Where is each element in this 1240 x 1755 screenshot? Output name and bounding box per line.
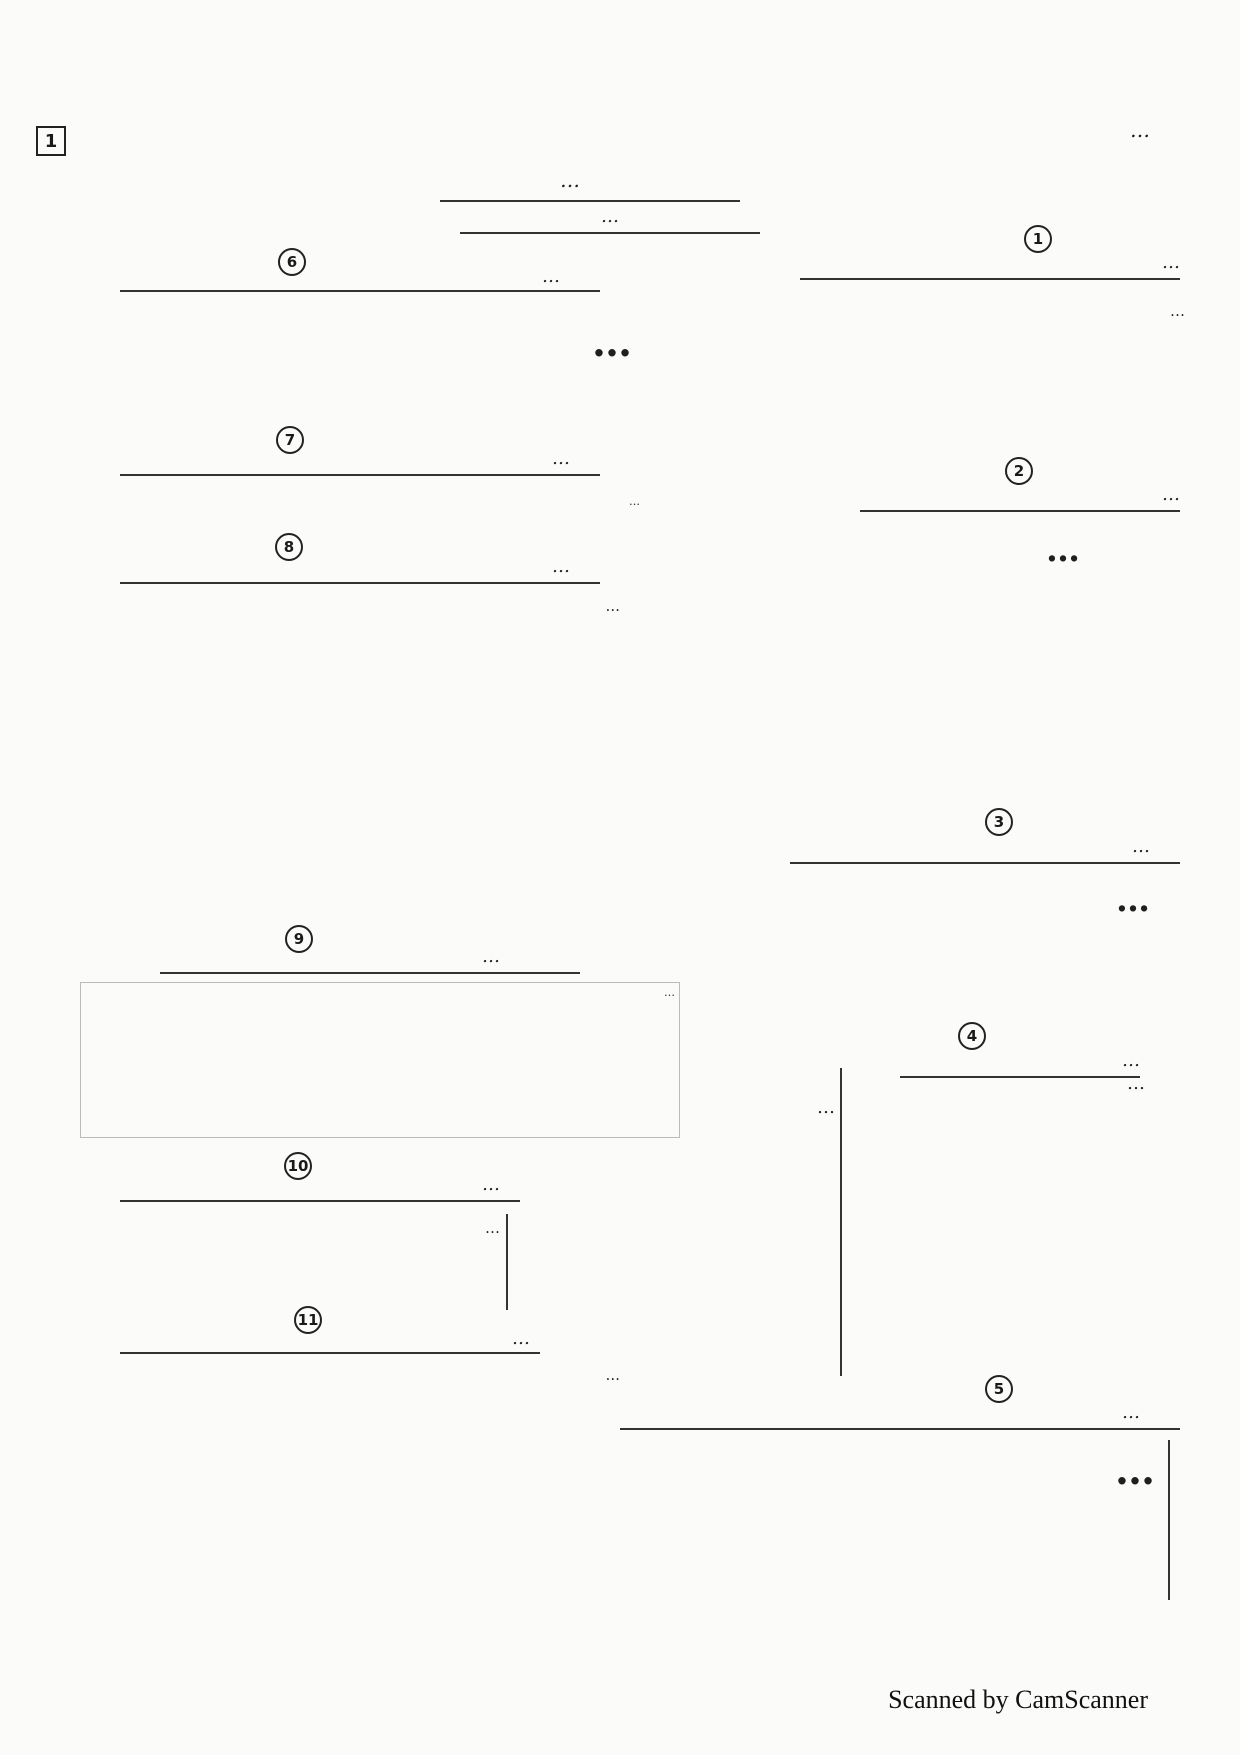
heading-rule	[120, 290, 600, 292]
heading-rule	[160, 972, 580, 974]
middle-column-text: …	[817, 1097, 835, 1118]
section-number: 11	[294, 1306, 322, 1334]
heading-rule	[120, 1200, 520, 1202]
column-divider	[840, 1068, 842, 1376]
section-heading: …	[482, 946, 500, 967]
section-text: …	[1115, 1447, 1155, 1494]
section-heading: …	[512, 1328, 530, 1349]
section-number: 10	[284, 1152, 312, 1180]
section-number: 3	[985, 808, 1013, 836]
header-author: …	[601, 206, 619, 227]
section-text: …	[200, 1214, 508, 1310]
scanner-watermark: Scanned by CamScanner	[888, 1685, 1148, 1714]
heading-rule	[120, 474, 600, 476]
heading-rule	[860, 510, 1180, 512]
heading-rule	[120, 582, 600, 584]
section-heading: …	[1122, 1050, 1140, 1071]
section-number: 2	[1005, 457, 1033, 485]
header-title: …	[560, 168, 580, 192]
section-heading: …	[1132, 836, 1150, 857]
header-underline-2	[460, 232, 760, 234]
heading-rule	[620, 1428, 1180, 1430]
section-number: 8	[275, 533, 303, 561]
section-number: 1	[1024, 225, 1052, 253]
header-underline	[440, 200, 740, 202]
corner-mark: …	[1130, 118, 1150, 142]
section-number: 4	[958, 1022, 986, 1050]
section-number: 7	[276, 426, 304, 454]
heading-rule	[790, 862, 1180, 864]
section-heading: …	[1162, 484, 1180, 505]
section-number: 6	[278, 248, 306, 276]
section-heading: …	[1122, 1402, 1140, 1423]
heading-rule	[120, 1352, 540, 1354]
section-text: …	[605, 1368, 620, 1384]
section-text: …	[1127, 1073, 1145, 1094]
section-heading: …	[542, 266, 560, 287]
section-text: …	[1046, 530, 1080, 570]
section-heading: …	[1162, 252, 1180, 273]
section-text: …	[1116, 880, 1150, 920]
margin-line	[1168, 1440, 1170, 1600]
heading-rule	[800, 278, 1180, 280]
section-text: …	[592, 319, 632, 366]
section-heading: …	[482, 1174, 500, 1195]
section-text: …	[629, 495, 640, 508]
section-text: …	[80, 982, 680, 1138]
section-heading: …	[552, 448, 570, 469]
section-number: 9	[285, 925, 313, 953]
section-text: …	[605, 599, 620, 615]
page-number: 1	[36, 126, 66, 156]
section-heading: …	[552, 556, 570, 577]
section-number: 5	[985, 1375, 1013, 1403]
section-text: …	[1170, 302, 1185, 320]
